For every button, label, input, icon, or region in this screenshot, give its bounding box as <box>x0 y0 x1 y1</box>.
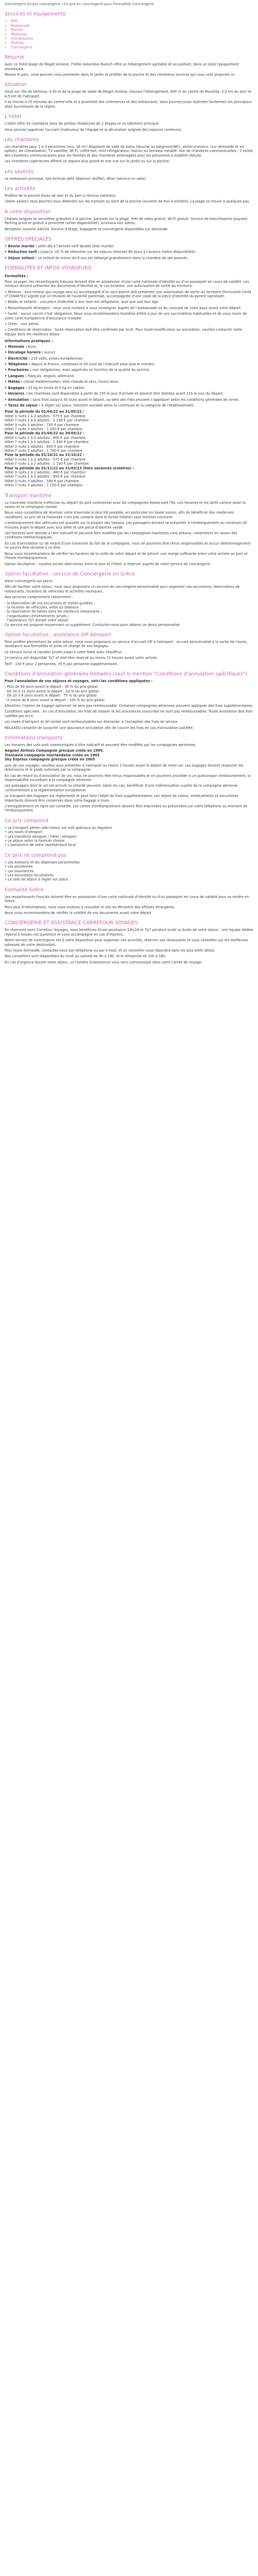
formalites-text: • Chien : non admis. <box>5 322 40 327</box>
transport-text: Les horaires sont donnés à titre indicatif et peuvent être modifiés par les compagnies maritimes sans préavis, notamment en raison des conditions météorologiques. <box>5 531 237 540</box>
offre-label: • Séjour enfant : <box>5 256 37 260</box>
option-vip-title: Option facultative : assistance VIP Aéroport <box>5 632 111 638</box>
conciergerie-assistance-text: Nos conseillers sont disponibles du lundi au samedi de 9h à 19h, et le dimanche de 10h à 18h. <box>5 954 167 959</box>
prix-comprend-item: • Les transferts aéroport / hôtel / aéroport <box>5 834 77 839</box>
conditions-text: Conditions spéciales : en cas d'annulation, les frais de dossier et les assurances souscrites ne sont pas remboursables. Toute annulation doit être notifiée par écrit. <box>5 709 253 718</box>
conditions-text: Attention, l'option de bagage optionnel ne sera pas remboursable. Certaines compagnies aériennes peuvent appliquer des frais supplémentaires. <box>5 704 253 708</box>
disposition-title: A votre disposition <box>5 209 51 215</box>
chambres-text: Les chambres supérieures offrent un espace plus grand et une vue sur le jardin ou sur la piscine. <box>5 159 170 164</box>
periode-line: Hôtel 7 nuits 1 à 2 adultes : 950 € par chambre <box>5 474 86 479</box>
periode-heading: Pour la période du 01/11/22 au 31/03/23 (hors vacances scolaires) : <box>5 466 134 470</box>
offre-text: jusqu'à -25 % de réduction sur les séjours réservés 60 jours à l'avance (selon disponibilité). <box>40 250 197 255</box>
option-vip-text: Le service inclut la navette privée jusqu'à votre hôtel avec chauffeur. <box>5 650 123 654</box>
conciergerie-assistance-text: En cas d'urgence durant votre séjour, un numéro d'assistance vous sera communiqué dans votre carnet de voyage. <box>5 960 203 964</box>
pratique-label: • Décalage horaire : <box>5 350 43 355</box>
pratique-text: depuis la France, composez le 00 suivi de l'indicatif pays puis le numéro. <box>31 362 155 367</box>
resume-text: Avec ce hotel plage de Moget Annexe, l'hôtel Holandais Ruesch offre un hébergement agréable et accueillant, dans un style typiquement provençale. <box>5 62 239 71</box>
situation-title: Situation <box>5 82 27 88</box>
hotel-text: Vous pourrez apprécier l'accueil chaleureux de l'équipe et la décoration soignée des espaces communs. <box>5 127 182 132</box>
service-concierge-text: Nos services comprennent notamment : <box>5 595 73 600</box>
transport-text: Option facultative : navette privée aller-retour entre le port et l'hôtel, à réserver auprès de notre service de conciergerie. <box>5 562 211 566</box>
periode-line: Hôtel 3 nuits 3 adultes : 590 € par chambre <box>5 479 79 483</box>
situation-text: Il se trouve à 25 minutes du centre-ville et à proximité des commerces et des restaurants. Vous pourrez aussi rejoindre facilement les principaux sites touristiques de la région. <box>5 100 252 109</box>
offre-item <box>5 256 253 260</box>
prix-comprend-item: • Le transport aérien aller-retour sur vols spéciaux ou réguliers <box>5 825 112 830</box>
formalite-grece-text: Nous vous recommandons de vérifier la validité de vos documents avant votre départ. <box>5 911 153 916</box>
prix-ne-comprend-item: • La taxe de séjour à régler sur place <box>5 877 68 882</box>
periode-line: Hôtel 7 nuits 1 à 2 adultes : 1 450 € par chambre <box>5 440 89 445</box>
formalites-text: • Conditions de réservation : toute réservation doit être confirmée par écrit. Pour toute modification ou annulation, veuillez contacter notre équipe dans les meilleurs délais. <box>5 328 243 336</box>
transport-text: En cas d'annulation ou de retard d'une traversée du fait de la compagnie, nous ne pourrons être tenus responsables et aucun dédommagement ne pourra être réclamé à ce titre. <box>5 541 251 550</box>
prix-comprend-title: Ce prix comprend <box>5 818 49 824</box>
pratique-item <box>5 368 253 372</box>
option-vip-text: Ce service est disponible 7j/7 et doit être réservé au moins 72 heures avant votre arrivée. <box>5 656 158 660</box>
resume-text: Passez le parc, vous pourrez vous promener dans le jardin et profiter de la piscine et des nombreux services qui vous sont proposés ici. <box>5 73 236 77</box>
resume-title: Résumé <box>5 55 25 61</box>
periode-line: Hôtel 7 nuits 3 adultes : 1 150 € par chambre <box>5 483 83 488</box>
service-item: • Wifi <box>11 19 253 23</box>
pratique-text: Euro. <box>28 344 37 349</box>
disposition-text: Réception ouverte 24h/24. Service d'étage, bagagerie et conciergerie disponibles sur demande. <box>5 227 169 231</box>
formalite-grece-text: Les ressortissants français doivent être en possession d'une carte nationale d'identité ou d'un passeport en cours de validité pour se rendre en Grèce. <box>5 894 249 904</box>
service-item: • Climatisation <box>11 37 253 41</box>
periode-line: Hôtel 7 nuits 3 adultes : 1 700 € par chambre <box>5 448 83 453</box>
offre-text: un enfant de moins de 6 ans est hébergé gratuitement dans la chambre de ses parents. <box>38 256 188 260</box>
intro-text: Conciergerie Ex-pro conciergerie | Ce prix en conciergerie pour Formalitée Conciergerie <box>5 2 154 6</box>
pratique-item <box>5 362 253 366</box>
service-concierge-line: - la réservation de vos excursions et visites guidées ; <box>5 601 95 605</box>
pratiques-title: Informations pratiques : <box>5 339 53 344</box>
pratique-label: • Météo : <box>5 380 23 384</box>
formalites-title: FORMALITES ET INFOS VOYAGEURS <box>5 265 91 272</box>
service-item: • Piscine <box>11 28 253 32</box>
saveurs-title: Les saveurs <box>5 168 34 175</box>
formalite-grece-text: Pour plus d'informations, nous vous invitons à consulter le site du Ministère des Affaires étrangères. <box>5 905 175 909</box>
periode-line: Hôtel 3 nuits 1 à 2 adultes : 480 € par chambre <box>5 470 86 474</box>
periode-heading: Pour la période du 01/04/22 au 31/05/22 : <box>5 410 85 414</box>
conciergerie-assistance-text: Notre service de conciergerie est à votre disposition pour organiser vos activités, réserver vos restaurants et vous conseiller sur les meilleures adresses de votre destination. <box>5 938 248 947</box>
formalites-text: Pour voyager, les ressortissants français doivent être en possession d'une carte nationale d'identité ou d'un passeport en cours de validité. Les mineurs doivent présenter les documents d'identité et, le cas échéant, une autorisation de sortie du territoire. <box>5 279 249 289</box>
airline-line: Sky Express compagnie grecque créée en 2005 <box>5 757 95 762</box>
pratique-item <box>5 386 253 390</box>
prix-comprend-item: • Les taxes d'aéroport <box>5 830 43 835</box>
transports-info-text: L'enregistrement en ligne est conseillé. Les cartes d'embarquement doivent être imprimées ou présentées sur votre téléphone au moment de l'embarquement. <box>5 804 248 813</box>
conditions-title: Conditions d'annulation générales Hellades (sauf si mention "Conditions d'annulation spécifiques") <box>5 671 248 677</box>
transports-info-text: Les passagers dont le vol est annulé ou retardé peuvent, selon les cas, bénéficier d'une indemnisation auprès de la compagnie aérienne conformément à la réglementation européenne. <box>5 784 238 792</box>
pratique-label: • Taxes de séjour : <box>5 403 41 408</box>
pratique-text: français, anglais, allemand. <box>27 374 75 378</box>
transports-info-text: Lors de vos voyages, veuillez vous présenter à l'aéroport au moins 2 heures avant le départ de votre vol. Les bagages doivent respecter les dimensions et le poids autorisés par la compagnie. <box>5 763 244 772</box>
pratique-label: • Bagages : <box>5 385 27 390</box>
formalites-subtitle: Formalités : <box>5 274 28 279</box>
formalites-text: • Mineurs : tout mineur qui voyage seul ou accompagné d'un seul parent doit présenter une autorisation de sortie du territoire (formulaire Cerfa n°15646*01) signée par un titulaire de l'autorité parentale, accompagnée d'une copie de la pièce d'identité du parent signataire. <box>5 290 251 298</box>
pratique-text: aucun. <box>44 350 56 355</box>
service-concierge-line: - l'assistance 7j/7 durant votre séjour. <box>5 618 69 623</box>
offre-item <box>5 244 253 248</box>
periode-line: Hôtel 3 nuits 3 adultes : 700 € par chambre <box>5 422 79 427</box>
pratique-item <box>5 392 253 396</box>
conditions-line: - Plus de 30 jours avant le départ : 30 % du prix global <box>5 685 98 689</box>
conditions-line: - De 20 à 8 jours avant le départ : 75 % du prix global <box>5 693 97 698</box>
pratique-text: à régler sur place, montant variable selon la commune et la catégorie de l'établissement. <box>41 403 195 408</box>
pratique-item <box>5 374 253 378</box>
service-concierge-line: - l'organisation d'événements privés ; <box>5 614 69 618</box>
pratique-text: climat méditerranéen, étés chauds et secs, hivers doux. <box>23 380 120 384</box>
airline-line: Transavia compagnie néerlandaise créée en 1965 <box>5 753 100 757</box>
service-item: • Parking <box>11 41 253 45</box>
prix-ne-comprend-item: • Les pourboires <box>5 865 33 869</box>
pratique-item <box>5 357 253 361</box>
transports-info-title: Informations transports <box>5 735 62 741</box>
formalites-text: • Bébés et enfants : une pièce d'identité à leur nom est obligatoire, quel que soit leur âge. <box>5 300 159 304</box>
disposition-text: Chaises longues et serviettes gratuites à la piscine, parasols sur la plage. Prêt de vélos gratuit. Wi-Fi gratuit. Service de blanchisserie (payant). Parking privé et gratuit à proximité (selon disponibilité). Animaux non admis. <box>5 216 249 226</box>
transports-info-text: Les horaires des vols sont communiqués à titre indicatif et peuvent être modifiés par les compagnies aériennes. <box>5 743 197 748</box>
conditions-intro: Pour l'annulation de vos séjours et voyages, voici les conditions appliquées : <box>5 679 153 683</box>
periodes-block <box>5 410 253 487</box>
pratique-item <box>5 380 253 384</box>
chambres-text: Les chambres pour 1 à 3 personnes (env. 16 m²) disposent de salle de bains (douche ou baignoire/WC), sèche-cheveux, (sur demande et en option), de climatisation, TV satellite, Wi-Fi, coffre-fort, mini-réfrigérateur, balcon ou terrasse meublé. Vue de chambres communicantes : il existe des chambres communicantes pour les familles et des chambres aménagées pour les personnes à mobilité réduite. <box>5 144 253 158</box>
hotel-text: L'hôtel offre 43 chambres dans de petites résidences de 2 étages et un bâtiment principal. <box>5 122 160 126</box>
chambres-title: Les chambres <box>5 137 39 143</box>
service-concierge-text: Afin de faciliter votre séjour, nous vous proposons un service de conciergerie personnalisé pour organiser vos excursions, réservations de restaurants, locations de véhicules et activités nautiques. <box>5 585 240 594</box>
prix-ne-comprend-title: Ce prix ne comprend pas <box>5 852 67 858</box>
pratique-text: non obligatoires, mais appréciés en fonction de la qualité du service. <box>33 368 150 372</box>
service-concierge-text: Votre conciergerie sur place : <box>5 579 55 583</box>
service-concierge-line: - la réservation de tables dans les meilleurs restaurants ; <box>5 609 102 614</box>
conciergerie-assistance-title: CONCIERGERIE ET ASSISTANCE CARREFOUR VOYAGES <box>5 920 138 926</box>
offre-label: • Réduction tarif : <box>5 250 40 255</box>
airline-line: Aegean Airlines Compagnie grecque créée en 1999. <box>5 749 104 753</box>
transport-text: Nous vous conseillons de réserver votre traversée le plus tôt possible, en particulier en haute saison, afin de bénéficier des meilleures conditions. Le prix de la traversée n'est pas compris dans le forfait hôtelier sauf mention contraire. <box>5 511 234 519</box>
periode-heading: Pour la période du 01/06/22 au 30/09/22 : <box>5 431 85 436</box>
conditions-line: - De 30 à 21 jours avant le départ : 50 % du prix global <box>5 689 99 693</box>
periode-line: Hôtel 3 nuits 1 à 2 adultes : 575 € par chambre <box>5 414 86 418</box>
formalites-text: • Santé : aucun vaccin n'est obligatoire. Nous vous recommandons toutefois d'être à jour de vos vaccinations habituelles et de vous munir de votre carte européenne d'assurance maladie. <box>5 312 247 320</box>
pratique-label: • Annulation : <box>5 397 31 402</box>
prix-comprend-item: • L'assistance de notre représentant local <box>5 843 76 848</box>
periode-line: Hôtel 7 nuits 1 à 2 adultes : 1 100 € par chambre <box>5 418 89 423</box>
periode-line: Hôtel 3 nuits 1 à 2 adultes : 575 € par chambre <box>5 457 86 462</box>
formalites-text: • Ressortissants étrangers : nous vous invitons à vous renseigner auprès de l'ambassade ou du consulat de votre pays avant votre départ. <box>5 306 242 310</box>
pratique-item <box>5 398 253 402</box>
pratique-label: • Horaires : <box>5 392 27 396</box>
conditions-line: - A moins de 8 jours avant le départ : 100 % du prix global <box>5 698 105 702</box>
hotel-title: L'hôtel <box>5 114 21 120</box>
periode-line: Hôtel 3 nuits 3 adultes : 830 € par chambre <box>5 444 79 449</box>
saveurs-text: Le restaurant principal, Ses formule petit déjeuner (buffet), dîner (service en salle). <box>5 176 147 181</box>
service-item: • Conciergerie <box>11 45 253 49</box>
pratique-label: • Électricité : <box>5 356 30 361</box>
conditions-text: Les taxes d'aéroport et de sûreté sont remboursables sur demande, à l'exception des frais de service. <box>5 720 179 724</box>
situation-text: Situé sur l'île de Ventoux, à 50 m de la plage de sable de Moget Annexe, trouvez l'hébergement, 800 m du centre de Maumes, 3,2 km du port et 4,5 km de l'aéroport. <box>5 90 251 98</box>
pratique-label: • Téléphone : <box>5 362 30 367</box>
offre-label: • Bonne mariée : <box>5 244 37 248</box>
periode-heading: Pour la période du 01/10/22 au 31/10/22 : <box>5 453 85 457</box>
offre-item <box>5 250 253 254</box>
service-item: • Restaurant <box>11 24 253 28</box>
conditions-text: RELAXEO conseille de souscrire une assurance annulation afin de couvrir les frais en cas d'annulation justifiée. <box>5 725 194 730</box>
option-vip-text: Tarif : 150 € pour 2 personnes, 35 € par personne supplémentaire. <box>5 662 118 666</box>
service-item: • Télévision <box>11 32 253 37</box>
prix-ne-comprend-item: • Les assurances <box>5 869 34 873</box>
pratique-label: • Langues : <box>5 374 27 378</box>
transport-text: L'embarquement des véhicules est possible sur la plupart des liaisons. Les passagers doivent se présenter à l'embarquement au minimum 45 minutes avant le départ avec leur billet et une pièce d'identité valide. <box>5 521 247 530</box>
pratique-text: 220 volts, prises européennes. <box>31 356 84 361</box>
prix-comprend-item: • Le séjour selon la formule choisie <box>5 838 65 843</box>
pratique-item <box>5 345 253 349</box>
offre-text: petit déj à l'arrivée tarif double (bon mariés) <box>38 244 114 248</box>
transports-info-text: En cas de retard ou d'annulation de vol, nous ne pourrons être tenus responsables et ne pourrons procéder à un quelconque remboursement, la responsabilité incombant à la compagnie aérienne. <box>5 773 251 782</box>
periode-line: Hôtel 3 nuits 1 à 2 adultes : 690 € par chambre <box>5 435 86 440</box>
transport-text: Nous vous recommandons de vérifier les horaires de la veille de votre départ et de prévoir une marge suffisante entre votre arrivée au port et l'heure d'embarquement. <box>5 551 248 561</box>
transports-info-text: Le transport des bagages est réglementé et peut faire l'objet de frais supplémentaires. Les objets de valeur, médicaments et documents importants doivent être conservés dans votre bagage à main. <box>5 794 238 803</box>
services-list <box>5 19 253 49</box>
service-concierge-line: - la location de véhicules, vélos ou bateaux ; <box>5 605 81 609</box>
page-content <box>0 0 258 964</box>
prix-ne-comprend-item: • Les boissons et les dépenses personnelles <box>5 860 80 865</box>
pratique-label: • Pourboires : <box>5 368 31 372</box>
pratique-text: 15 kg en soute et 5 kg en cabine. <box>28 385 86 390</box>
offres-title: OFFRES SPECIALES <box>5 236 52 242</box>
conciergerie-assistance-text: Pour toute demande, contactez-nous par téléphone ou par e-mail, et un conseiller vous répondra dans les plus brefs délais. <box>5 948 216 953</box>
activites-text: (Selon saison) Vous pourrez vous détendre sur les transats au bord de la piscine (ouverte de mai à octobre). La plage se trouve à quelques pas. <box>5 199 250 204</box>
transport-title: Transport maritime <box>5 493 52 499</box>
transport-text: La traversée maritime s'effectue au départ du port continental avec les compagnies desservant l'île. Les horaires et les tarifs varient selon la saison et la compagnie choisie. <box>5 500 246 510</box>
periode-line: Hôtel 7 nuits 3 adultes : 1 350 € par chambre <box>5 427 83 431</box>
services-title: Services et équipements <box>5 11 66 18</box>
service-concierge-text: Ce service est proposé moyennant un supplément. Contactez-nous pour obtenir un devis personnalisé. <box>5 622 181 627</box>
pratique-item <box>5 350 253 354</box>
pratique-item <box>5 403 253 408</box>
conciergerie-assistance-text: En réservant avec Carrefour Voyages, vous bénéficiez d'une assistance 24h/24 et 7j/7 pendant toute la durée de votre séjour : une équipe dédiée répond à toutes vos questions et vous accompagne en cas d'imprévu. <box>5 928 253 937</box>
option-vip-text: Pour profiter pleinement de votre séjour, nous vous proposons un service d'accueil VIP à l'aéroport : accueil personnalisé à la sortie de l'avion, assistance aux formalités et prise en charge de vos bagages. <box>5 639 248 649</box>
activites-text: Profitez de la piscine d'eau de mer et du bain à remous extérieur. <box>5 193 117 198</box>
formalite-grece-title: Formalité Grèce <box>5 887 44 893</box>
service-concierge-title: Option facultative : service de Conciergerie en Grèce <box>5 571 135 577</box>
prix-ne-comprend-item: • Les excursions facultatives <box>5 873 54 877</box>
pratique-label: • Monnaie : <box>5 344 27 349</box>
pratique-text: sans frais jusqu'à 30 jours avant le départ, au-delà des frais peuvent s'appliquer selon les conditions générales de vente. <box>33 397 239 402</box>
pratique-text: les chambres sont disponibles à partir de 15h le jour d'arrivée et doivent être libérées avant 11h le jour du départ. <box>28 392 224 396</box>
periode-line: Hôtel 7 nuits 1 à 2 adultes : 1 100 € par chambre <box>5 462 89 466</box>
activites-title: Les activités <box>5 185 36 192</box>
